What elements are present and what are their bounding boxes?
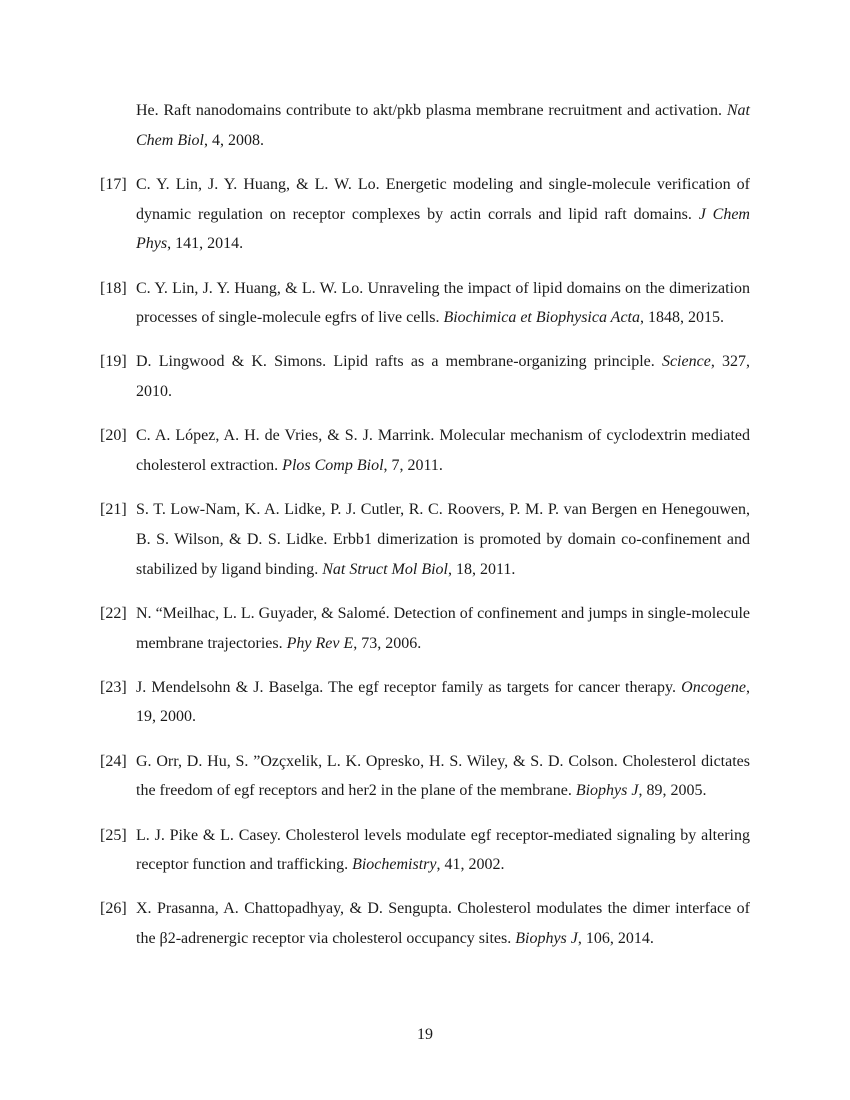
reference-text: He. Raft nanodomains contribute to akt/pkb plasma membrane recruitment and activation.	[136, 102, 727, 119]
reference-journal: Nat Struct Mol Biol	[322, 560, 448, 578]
reference-tail: , 18, 2011.	[447, 560, 516, 578]
reference-number: [20]	[100, 427, 127, 445]
reference-text: N. “Meilhac, L. L. Guyader, & Salomé. Detection of confinement and jumps in single-molecule membrane trajectories.	[136, 604, 750, 652]
reference-text: C. A. López, A. H. de Vries, & S. J. Marrink. Molecular mechanism of cyclodextrin mediated cholesterol extraction.	[136, 427, 750, 475]
reference-journal: Science	[661, 353, 711, 371]
reference-number: [17]	[100, 175, 127, 193]
reference-journal: J Chem Phys	[136, 205, 750, 253]
reference-journal: Biochemistry	[352, 856, 437, 874]
reference-item	[100, 421, 750, 480]
reference-tail: , 106, 2014.	[577, 930, 654, 948]
reference-number: [21]	[100, 501, 127, 519]
reference-tail: , 4, 2008.	[204, 131, 264, 149]
reference-text: L. J. Pike & L. Casey. Cholesterol levels modulate egf receptor-mediated signaling by altering receptor function and trafficking.	[136, 826, 750, 874]
reference-number: [19]	[100, 353, 127, 371]
reference-item	[100, 673, 750, 732]
reference-tail: , 73, 2006.	[353, 634, 422, 652]
reference-tail: , 41, 2002.	[436, 856, 505, 874]
reference-item	[100, 170, 750, 259]
reference-text: S. T. Low-Nam, K. A. Lidke, P. J. Cutler, R. C. Roovers, P. M. P. van Bergen en Henegouwen, B. S. Wilson, & D. S. Lidke. Erbb1 dimerization is promoted by domain co-confinement and stabilized by ligand binding.	[136, 501, 750, 578]
reference-item	[100, 274, 750, 333]
reference-text: C. Y. Lin, J. Y. Huang, & L. W. Lo. Energetic modeling and single-molecule verification of dynamic regulation on receptor complexes by actin corrals and lipid raft domains.	[136, 175, 750, 223]
reference-text: D. Lingwood & K. Simons. Lipid rafts as a membrane-organizing principle.	[136, 353, 662, 371]
reference-tail: , 1848, 2015.	[640, 309, 724, 327]
page-number: 19	[417, 1026, 433, 1043]
reference-list	[100, 96, 750, 968]
reference-journal: Biochimica et Biophysica Acta	[443, 309, 640, 327]
reference-journal: Phy Rev E	[286, 634, 354, 652]
reference-tail: , 7, 2011.	[383, 457, 443, 475]
reference-journal: Biophys J	[575, 782, 639, 800]
reference-item	[100, 347, 750, 406]
reference-text: G. Orr, D. Hu, S. ”Ozçxelik, L. K. Opresko, H. S. Wiley, & S. D. Colson. Cholesterol dictates the freedom of egf receptors and her2 in the plane of the membrane.	[136, 752, 750, 800]
reference-tail: , 141, 2014.	[167, 235, 244, 253]
reference-text: J. Mendelsohn & J. Baselga. The egf receptor family as targets for cancer therapy.	[136, 678, 682, 696]
reference-number: [25]	[100, 826, 127, 844]
reference-tail: , 19, 2000.	[136, 678, 750, 726]
reference-item	[100, 495, 750, 584]
reference-tail: , 327, 2010.	[136, 353, 751, 401]
reference-text: C. Y. Lin, J. Y. Huang, & L. W. Lo. Unraveling the impact of lipid domains on the dimerization processes of single-molecule egfrs of live cells.	[136, 279, 750, 327]
reference-item	[100, 747, 750, 806]
reference-journal: Biophys J	[515, 930, 578, 948]
reference-item	[100, 96, 750, 155]
reference-text: X. Prasanna, A. Chattopadhyay, & D. Sengupta. Cholesterol modulates the dimer interface of the β2-adrenergic receptor via cholesterol occupancy sites.	[136, 900, 750, 948]
reference-tail: , 89, 2005.	[638, 782, 707, 800]
reference-number: [26]	[100, 900, 127, 918]
reference-item	[100, 821, 750, 880]
reference-number: [18]	[100, 279, 127, 297]
reference-number: [24]	[100, 752, 127, 770]
reference-journal: Plos Comp Biol	[282, 457, 384, 475]
reference-item	[100, 599, 750, 658]
reference-number: [23]	[100, 678, 127, 696]
reference-journal: Nat Chem Biol	[136, 102, 750, 149]
reference-journal: Oncogene	[681, 678, 746, 696]
reference-number: [22]	[100, 604, 127, 622]
reference-item	[100, 894, 750, 953]
